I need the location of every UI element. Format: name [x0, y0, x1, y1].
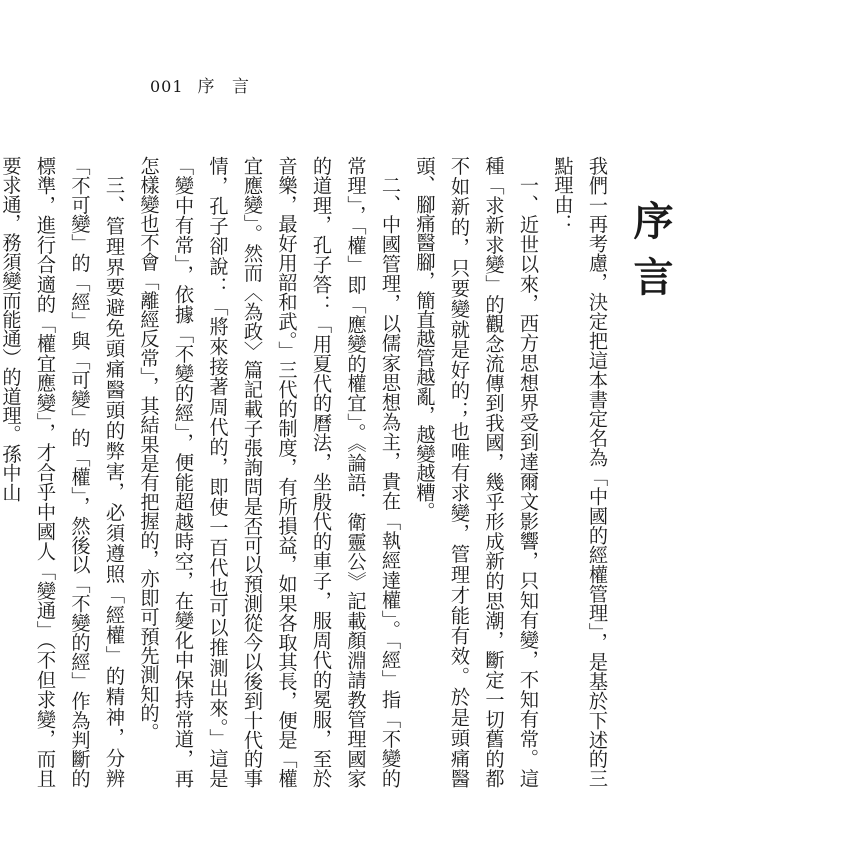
- paragraph-point-three: 三、管理界要避免頭痛醫頭的弊害，必須遵照「經權」的精神，分辨「不可變」的「經」與「可變」的「權」，然後以「不變的經」作為判斷的標準，進行合適的「權宜應變」，才合乎中國人「變通」（不但求變，而且要求通，務須變而能通）的道理。孫中山: [0, 156, 126, 788]
- body-text: [0, 156, 614, 788]
- paragraph-point-two: 二、中國管理，以儒家思想為主，貴在「執經達權」。「經」指「不變的常理」，「權」即「應變的權宜」。《論語．衛靈公》記載顏淵請教管理國家的道理，孔子答：「用夏代的曆法，坐殷代的車子，服周代的冕服，至於音樂，最好用韶和武。」三代的制度，有所損益，如果各取其長，便是「權宜應變」。然而〈為政〉篇記載子張詢問是否可以預測從今以後到十代的事情，孔子卻說：「將來接著周代的，即使一百代也可以推測出來。」這是「變中有常」，依據「不變的經」，便能超越時空，在變化中保持常道，再怎樣變也不會「離經反常」，其結果是有把握的，亦即可預先測知的。: [137, 156, 402, 788]
- page-header: [150, 72, 255, 97]
- paragraph-point-one: 一、近世以來，西方思想界受到達爾文影響，只知有變，不知有常。這種「求新求變」的觀念流傳到我國，幾乎形成新的思潮，斷定一切舊的都不如新的，只要變就是好的；也唯有求變，管理才能有效。於是頭痛醫頭、腳痛醫腳，簡直越管越亂，越變越糟。: [413, 156, 540, 788]
- paragraph-intro: 我們一再考慮，決定把這本書定名為「中國的經權管理」，是基於下述的三點理由：: [551, 156, 609, 788]
- page-number: 001: [150, 77, 184, 96]
- running-title: 序 言: [197, 77, 255, 97]
- chapter-title: 序言: [627, 200, 674, 312]
